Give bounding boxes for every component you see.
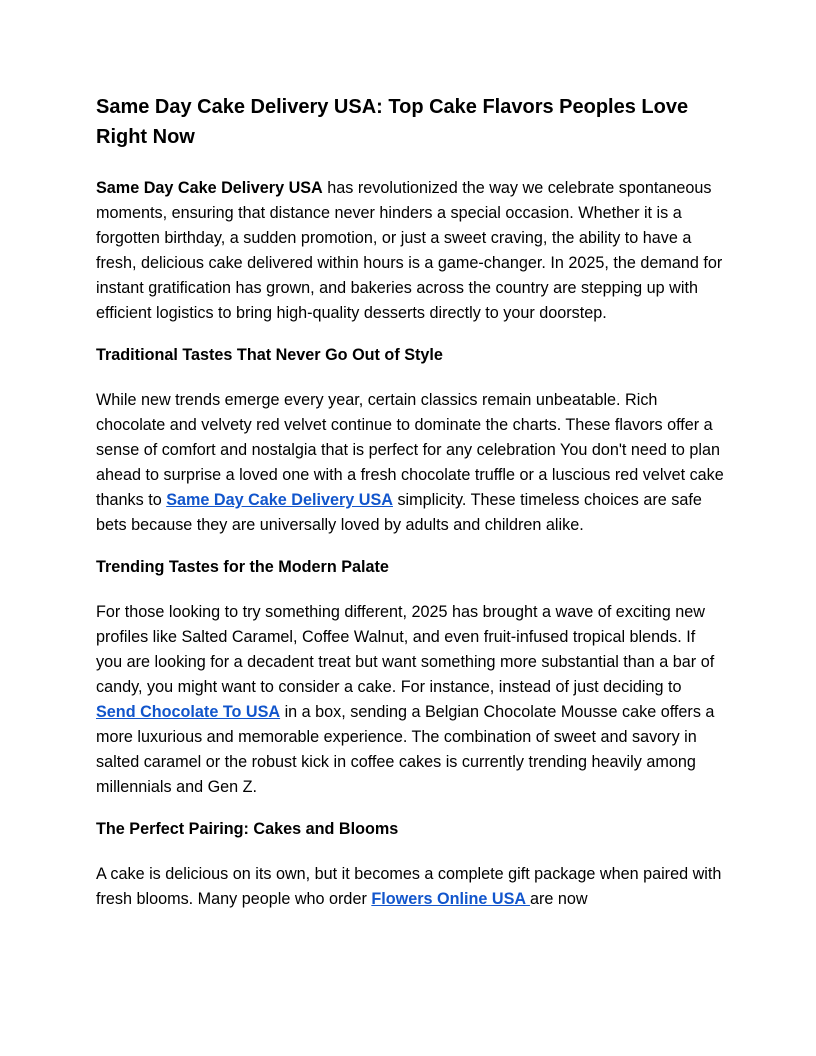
paragraph-text: in a box, sending a Belgian Chocolate Mousse cake offers a more luxurious and memorable experience. The combination of sweet and savory in salted caramel or the robust kick in coffee cakes is currently trending heavily among millennials and Gen Z. [96,703,715,796]
document-title: Same Day Cake Delivery USA: Top Cake Flavors Peoples Love Right Now [96,96,689,148]
same-day-cake-delivery-link[interactable]: Same Day Cake Delivery USA [166,491,393,509]
section-heading-traditional: Traditional Tastes That Never Go Out of Style [96,346,443,364]
section-paragraph-traditional [96,388,724,538]
section-paragraph-trending [96,600,724,800]
intro-paragraph [96,176,724,326]
paragraph-text: While new trends emerge every year, certain classics remain unbeatable. Rich chocolate and velvety red velvet continue to dominate the charts. These flavors offer a sense of comfort and nostalgia that is perfect for any celebration You don't need to plan ahead to surprise a loved one with a fresh chocolate truffle or a luscious red velvet cake thanks to [96,391,724,509]
section-heading-trending: Trending Tastes for the Modern Palate [96,558,389,576]
send-chocolate-link[interactable]: Send Chocolate To USA [96,703,281,721]
section-heading-pairing: The Perfect Pairing: Cakes and Blooms [96,820,399,838]
paragraph-text: simplicity. These timeless choices are safe bets because they are universally loved by adults and children alike. [96,491,702,534]
paragraph-text: For those looking to try something different, 2025 has brought a wave of exciting new profiles like Salted Caramel, Coffee Walnut, and even fruit-infused tropical blends. If you are looking for a decadent treat but want something more substantial than a bar of candy, you might want to consider a cake. For instance, instead of just deciding to [96,603,715,696]
document-page [96,92,724,929]
section-paragraph-pairing [96,862,724,912]
intro-bold-lead: Same Day Cake Delivery USA [96,179,323,197]
paragraph-text: are now [529,890,588,908]
intro-text: has revolutionized the way we celebrate spontaneous moments, ensuring that distance never hinders a special occasion. Whether it is a forgotten birthday, a sudden promotion, or just a sweet craving, the ability to have a fresh, delicious cake delivered within hours is a game-changer. In 2025, the demand for instant gratification has grown, and bakeries across the country are stepping up with efficient logistics to bring high-quality desserts directly to your doorstep. [96,179,723,322]
paragraph-text: A cake is delicious on its own, but it becomes a complete gift package when paired with fresh blooms. Many people who order [96,865,722,908]
flowers-online-link[interactable]: Flowers Online USA [371,890,530,908]
